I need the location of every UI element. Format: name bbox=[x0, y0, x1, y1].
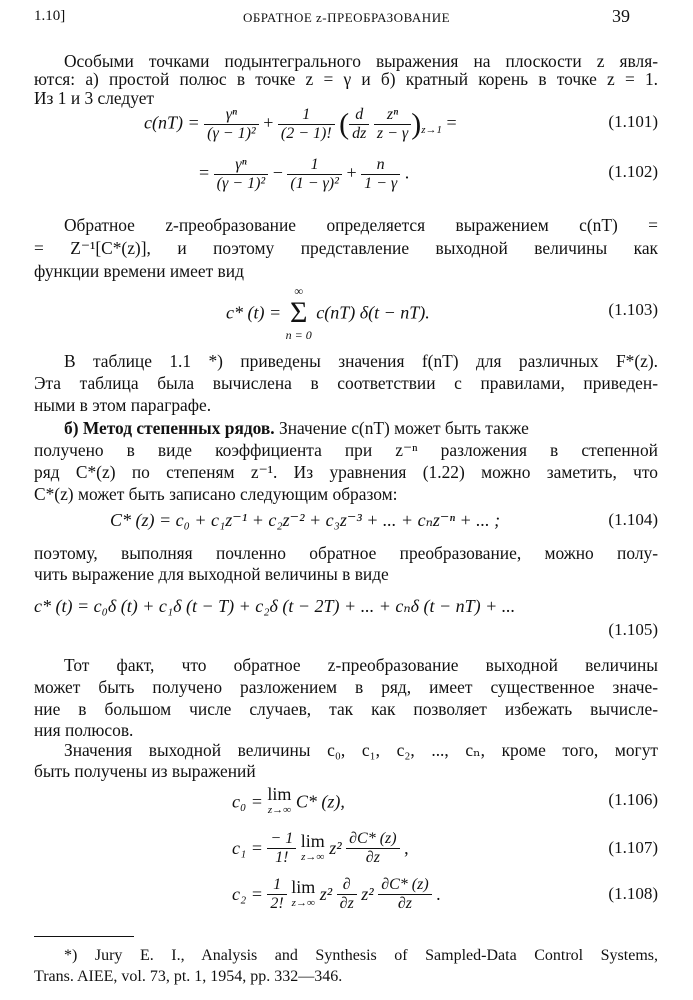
paragraph-line: функции времени имеет вид bbox=[34, 261, 244, 281]
fraction-numerator: ∂C* (z) bbox=[378, 876, 431, 895]
subscript: z→1 bbox=[421, 124, 442, 137]
limit bbox=[291, 876, 316, 911]
equation-body bbox=[199, 156, 409, 193]
fraction-denominator: (1 − γ)² bbox=[290, 175, 339, 192]
equation-number: (1.103) bbox=[608, 300, 658, 319]
paragraph-line: ния полюсов. bbox=[34, 720, 134, 740]
fraction bbox=[337, 876, 357, 913]
limit-operator: lim bbox=[300, 830, 325, 851]
fraction-denominator: (2 − 1)! bbox=[280, 125, 332, 142]
operator: = bbox=[199, 162, 210, 183]
term: z² bbox=[361, 884, 374, 904]
footnote-line: *) Jury E. I., Analysis and Synthesis of Sampled-Data Control Systems, bbox=[64, 947, 658, 964]
equation-number: (1.106) bbox=[608, 790, 658, 809]
equation-body: c* (t) = c₀δ (t) + c₁δ (t − T) + c₂δ (t − 2T) + ... + cₙδ (t − nT) + ... bbox=[34, 596, 516, 616]
operator: , bbox=[404, 838, 409, 858]
fraction-denominator: (γ − 1)² bbox=[216, 175, 266, 192]
equation-1-108 bbox=[34, 876, 658, 916]
equation-1-101 bbox=[34, 106, 658, 146]
eq-lhs: c₁ = bbox=[232, 838, 263, 858]
equation-1-107 bbox=[34, 830, 658, 870]
sum-body: c(nT) δ(t − nT). bbox=[316, 302, 430, 323]
fraction bbox=[374, 106, 411, 143]
limit-operator: lim bbox=[291, 876, 316, 897]
fraction-denominator: ∂z bbox=[365, 849, 380, 866]
operator: = bbox=[446, 112, 457, 133]
paragraph-line: чить выражение для выходной величины в виде bbox=[34, 564, 389, 584]
paragraph-line: ряд C*(z) по степеням z⁻¹. Из уравнения (1.22) можно заметить, что bbox=[34, 462, 658, 482]
paragraph-line: Эта таблица была вычислена в соответствии с правилами, приведен- bbox=[34, 373, 658, 393]
equation-1-102 bbox=[34, 156, 658, 196]
footnote-divider bbox=[34, 936, 134, 937]
paragraph-line: C*(z) может быть записано следующим образом: bbox=[34, 484, 398, 504]
paragraph-line: В таблице 1.1 *) приведены значения f(nT) для различных F*(z). bbox=[64, 351, 658, 371]
fraction-numerator: 1 bbox=[267, 876, 286, 895]
equation-1-103 bbox=[34, 284, 658, 342]
paren-close: ) bbox=[411, 107, 422, 141]
equation-body bbox=[232, 876, 441, 913]
fraction-numerator: ∂C* (z) bbox=[346, 830, 399, 849]
fraction-denominator: ∂z bbox=[397, 895, 412, 912]
equation-number: (1.105) bbox=[608, 620, 658, 639]
paragraph-line: Значения выходной величины c₀, c₁, c₂, ..., cₙ, кроме того, могут bbox=[64, 740, 658, 760]
equation-number: (1.107) bbox=[608, 838, 658, 857]
operator: . bbox=[404, 162, 410, 183]
fraction-numerator: γⁿ bbox=[214, 156, 269, 175]
page-number: 39 bbox=[612, 6, 630, 26]
sum-upper-limit: ∞ bbox=[294, 284, 303, 298]
fraction-numerator: 1 bbox=[287, 156, 342, 175]
footnote-line: Trans. AIEE, vol. 73, pt. 1, 1954, pp. 332—346. bbox=[34, 968, 343, 985]
term: z² bbox=[329, 838, 342, 858]
equation-number: (1.104) bbox=[608, 510, 658, 529]
eq-lhs: c* (t) = bbox=[226, 302, 282, 323]
operator: + bbox=[346, 162, 357, 183]
paren-open: ( bbox=[339, 107, 350, 141]
sum-lower-limit: n = 0 bbox=[285, 328, 312, 342]
running-title: ОБРАТНОЕ z-ПРЕОБРАЗОВАНИЕ bbox=[242, 10, 451, 25]
eq-lhs: c₂ = bbox=[232, 884, 263, 904]
fraction bbox=[287, 156, 342, 193]
limit bbox=[300, 830, 325, 865]
fraction-numerator: − 1 bbox=[267, 830, 296, 849]
equation-1-105 bbox=[34, 594, 658, 644]
fraction bbox=[346, 830, 399, 867]
paragraph-line: Обратное z-преобразование определяется выражением c(nT) = bbox=[64, 215, 658, 235]
equation-body bbox=[144, 106, 457, 143]
equation-body bbox=[226, 284, 430, 342]
fraction-numerator: zⁿ bbox=[374, 106, 411, 125]
fraction-denominator: ∂z bbox=[339, 895, 354, 912]
eq-rhs: C* (z), bbox=[295, 791, 345, 812]
fraction bbox=[378, 876, 431, 913]
fraction bbox=[204, 106, 259, 143]
section-number: 1.10] bbox=[34, 8, 66, 24]
paragraph-line: Тот факт, что обратное z-преобразование выходной величины bbox=[64, 655, 658, 675]
fraction-denominator: 2! bbox=[270, 895, 284, 912]
paragraph-line bbox=[34, 417, 658, 439]
operator: + bbox=[263, 112, 274, 133]
fraction bbox=[214, 156, 269, 193]
paragraph-line: = Z⁻¹[C*(z)], и поэтому представление выходной величины как bbox=[34, 238, 658, 258]
paragraph-line: Особыми точками подынтегрального выражения на плоскости z явля- bbox=[64, 51, 658, 71]
sum-symbol: Σ bbox=[289, 296, 308, 329]
fraction bbox=[278, 106, 335, 143]
equation-number: (1.101) bbox=[608, 112, 658, 131]
equation-number: (1.108) bbox=[608, 884, 658, 903]
fraction-denominator: dz bbox=[352, 125, 367, 142]
paragraph-line: быть получены из выражений bbox=[34, 761, 256, 781]
equation-number: (1.102) bbox=[608, 162, 658, 181]
fraction-denominator: 1 − γ bbox=[364, 175, 398, 192]
fraction bbox=[349, 106, 369, 143]
equation-body bbox=[232, 830, 409, 867]
limit-subscript: z→∞ bbox=[301, 850, 325, 863]
equation-body: C* (z) = c₀ + c₁z⁻¹ + c₂z⁻² + c₃z⁻³ + ... + cₙz⁻ⁿ + ... ; bbox=[110, 510, 501, 530]
fraction bbox=[267, 830, 296, 867]
footnote bbox=[34, 945, 658, 987]
section-heading: б) Метод степенных рядов. bbox=[64, 418, 275, 438]
fraction bbox=[361, 156, 400, 193]
fraction-denominator: 1! bbox=[275, 849, 289, 866]
paragraph-line: получено в виде коэффициента при z⁻ⁿ разложения в степенной bbox=[34, 440, 658, 460]
equation-body bbox=[232, 786, 345, 818]
fraction-numerator: γⁿ bbox=[204, 106, 259, 125]
fraction-numerator: n bbox=[361, 156, 400, 175]
paragraph-line: может быть получено разложением в ряд, имеет существенное значе- bbox=[34, 677, 658, 697]
limit-subscript: z→∞ bbox=[291, 896, 315, 909]
summation bbox=[286, 284, 312, 342]
fraction-numerator: 1 bbox=[278, 106, 335, 125]
paragraph-line: ются: а) простой полюс в точке z = γ и б) кратный корень в точке z = 1. bbox=[34, 69, 658, 89]
eq-lhs: c₀ = bbox=[232, 791, 263, 812]
paragraph-line: ными в этом параграфе. bbox=[34, 395, 212, 415]
equation-1-106 bbox=[34, 786, 658, 826]
eq-lhs: c(nT) = bbox=[144, 112, 200, 133]
fraction-denominator: (γ − 1)² bbox=[207, 125, 256, 142]
limit-operator: lim bbox=[267, 784, 292, 804]
paragraph-text: Значение c(nT) может быть также bbox=[279, 418, 529, 438]
paragraph-line: ние в большом числе случаев, так как позволяет избежать вычисле- bbox=[34, 699, 658, 719]
fraction bbox=[267, 876, 286, 913]
operator: − bbox=[272, 162, 283, 183]
limit bbox=[267, 786, 291, 818]
paragraph-line: поэтому, выполняя почленно обратное преобразование, можно полу- bbox=[34, 543, 658, 563]
operator: . bbox=[436, 884, 441, 904]
fraction-numerator: ∂ bbox=[337, 876, 357, 895]
fraction-numerator: d bbox=[349, 106, 369, 125]
paragraph-line: Из 1 и 3 следует bbox=[34, 88, 155, 108]
fraction-denominator: z − γ bbox=[376, 125, 409, 142]
term: z² bbox=[319, 884, 333, 904]
limit-subscript: z→∞ bbox=[267, 804, 291, 816]
